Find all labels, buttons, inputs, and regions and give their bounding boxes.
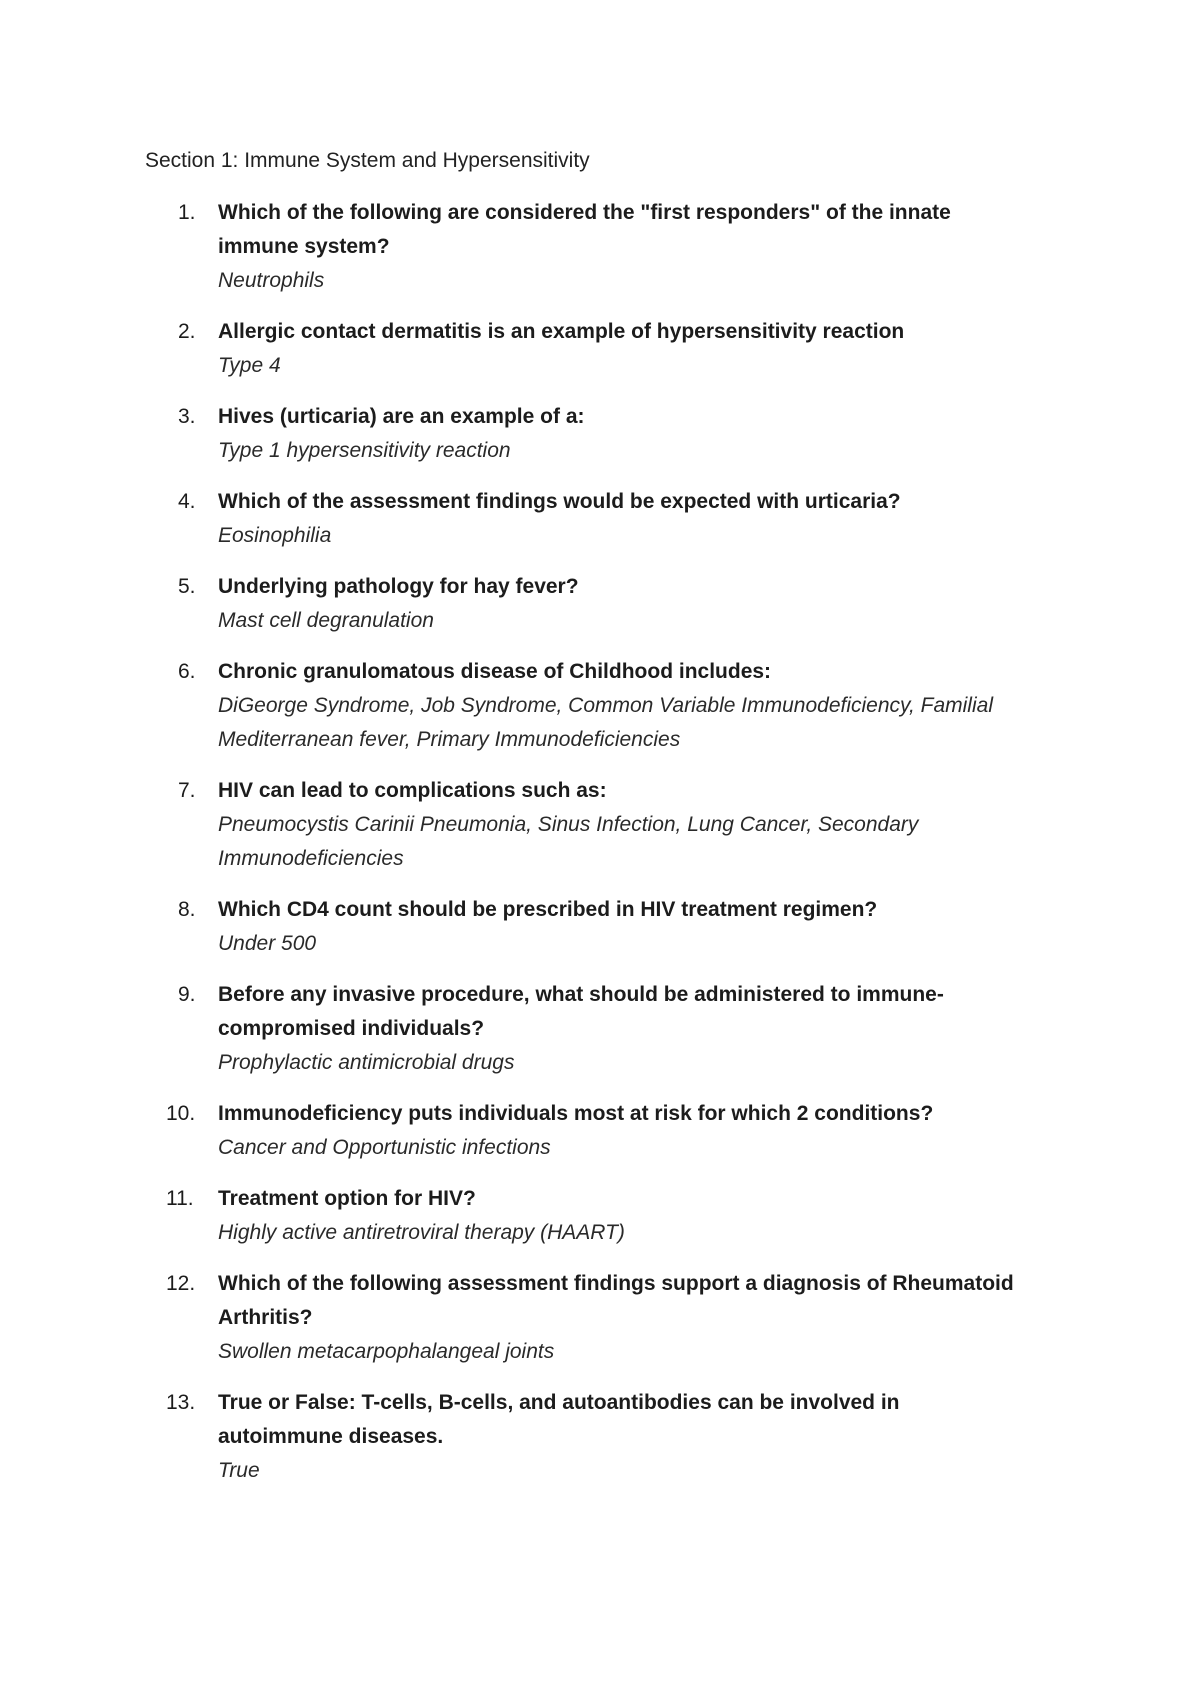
question-body <box>218 196 1028 298</box>
answer-text: Type 4 <box>218 354 281 377</box>
question-text: True or False: T-cells, B-cells, and autoantibodies can be involved in autoimmune diseases. <box>218 1391 900 1448</box>
question-number: 10. <box>166 1102 196 1125</box>
answer-text: Highly active antiretroviral therapy (HAART) <box>218 1221 625 1244</box>
question-text: Chronic granulomatous disease of Childhood includes: <box>218 660 772 683</box>
question-number: 11. <box>166 1187 194 1210</box>
question-body <box>218 1097 1028 1165</box>
question-text: Hives (urticaria) are an example of a: <box>218 405 585 428</box>
answer-text: Pneumocystis Carinii Pneumonia, Sinus Infection, Lung Cancer, Secondary Immunodeficiencies <box>218 813 919 870</box>
question-body <box>218 570 1028 638</box>
question-number: 4. <box>178 490 196 513</box>
question-text: Underlying pathology for hay fever? <box>218 575 579 598</box>
answer-text: Eosinophilia <box>218 524 332 547</box>
answer-text: Cancer and Opportunistic infections <box>218 1136 551 1159</box>
question-number: 2. <box>178 320 196 343</box>
question-body <box>218 774 1028 876</box>
question-body <box>218 1182 1028 1250</box>
answer-text: Swollen metacarpophalangeal joints <box>218 1340 555 1363</box>
question-text: Immunodeficiency puts individuals most at risk for which 2 conditions? <box>218 1102 934 1125</box>
question-text: HIV can lead to complications such as: <box>218 779 607 802</box>
question-body <box>218 655 1028 757</box>
question-number: 8. <box>178 898 196 921</box>
question-body <box>218 400 1028 468</box>
answer-text: Prophylactic antimicrobial drugs <box>218 1051 515 1074</box>
question-text: Before any invasive procedure, what should be administered to immune-compromised individuals? <box>218 983 944 1040</box>
question-number: 5. <box>178 575 196 598</box>
question-number: 7. <box>178 779 196 802</box>
question-text: Which of the assessment findings would be expected with urticaria? <box>218 490 901 513</box>
question-body <box>218 315 1028 383</box>
question-number: 3. <box>178 405 196 428</box>
answer-text: True <box>218 1459 260 1482</box>
question-number: 13. <box>166 1391 196 1414</box>
question-number: 1. <box>178 201 196 224</box>
question-number: 9. <box>178 983 196 1006</box>
question-number: 12. <box>166 1272 196 1295</box>
question-body <box>218 1386 1028 1488</box>
question-body <box>218 485 1028 553</box>
question-number: 6. <box>178 660 196 683</box>
question-text: Allergic contact dermatitis is an example of hypersensitivity reaction <box>218 320 905 343</box>
section-title: Section 1: Immune System and Hypersensitivity <box>145 149 590 172</box>
question-text: Which CD4 count should be prescribed in HIV treatment regimen? <box>218 898 878 921</box>
question-body <box>218 978 1028 1080</box>
question-text: Which of the following assessment findings support a diagnosis of Rheumatoid Arthritis? <box>218 1272 1014 1329</box>
question-body <box>218 893 1028 961</box>
question-text: Which of the following are considered the "first responders" of the innate immune system? <box>218 201 951 258</box>
answer-text: DiGeorge Syndrome, Job Syndrome, Common Variable Immunodeficiency, Familial Mediterranean fever, Primary Immunodeficiencies <box>218 694 993 751</box>
answer-text: Neutrophils <box>218 269 325 292</box>
answer-text: Mast cell degranulation <box>218 609 434 632</box>
question-text: Treatment option for HIV? <box>218 1187 476 1210</box>
question-body <box>218 1267 1028 1369</box>
answer-text: Type 1 hypersensitivity reaction <box>218 439 511 462</box>
answer-text: Under 500 <box>218 932 317 955</box>
